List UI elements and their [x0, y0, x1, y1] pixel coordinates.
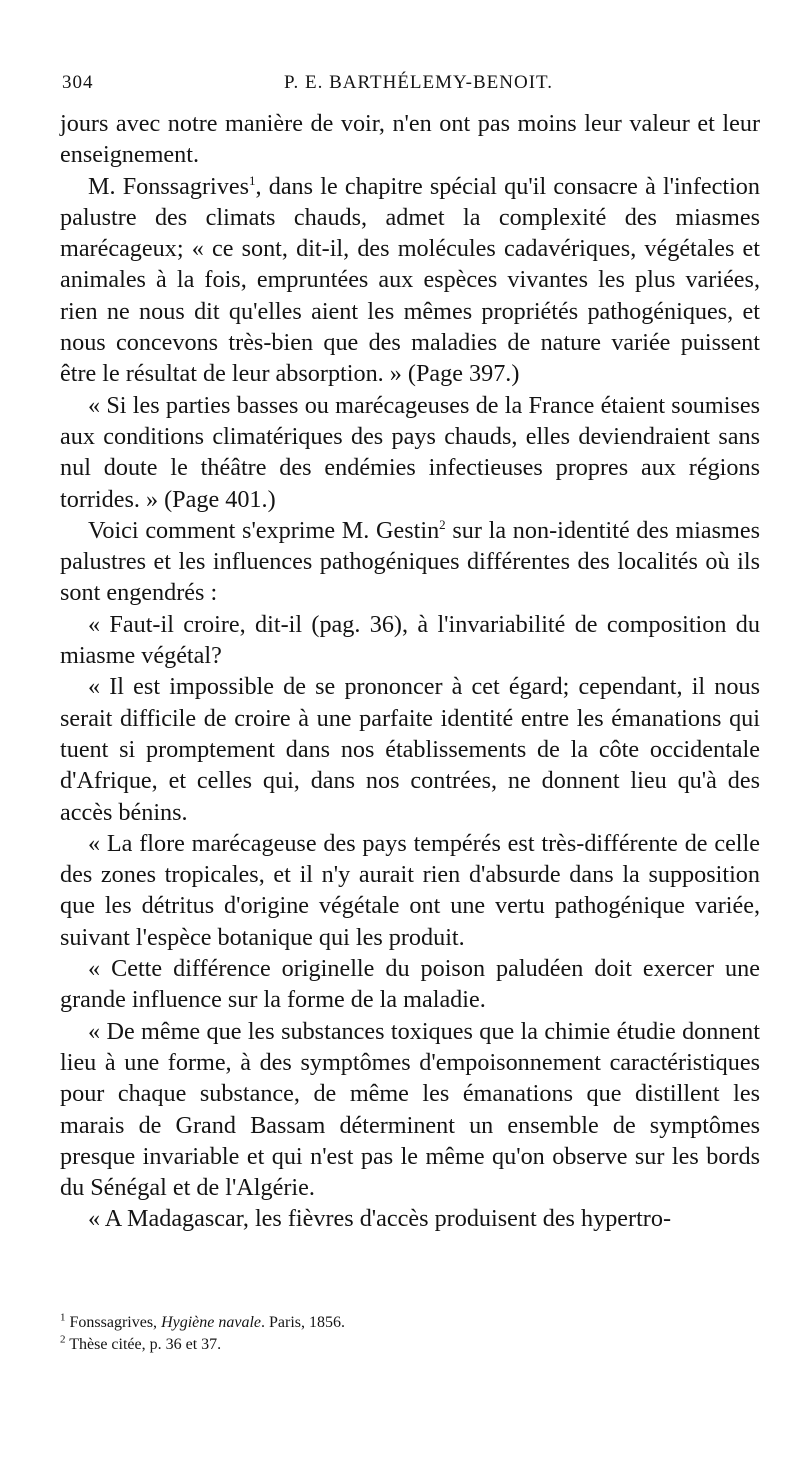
- paragraph-1-text: jours avec notre manière de voir, n'en ont pas moins leur valeur et leur enseignement.: [60, 110, 760, 169]
- paragraph-5-text: « Faut-il croire, dit-il (pag. 36), à l'invariabilité de composition du miasme végétal?: [60, 610, 760, 670]
- paragraph-6: [60, 671, 760, 827]
- paragraph-10: [60, 1203, 760, 1234]
- paragraph-10-text: « A Madagascar, les fièvres d'accès produisent des hypertro-: [88, 1205, 672, 1233]
- footnote-1-mark: 1: [60, 1311, 66, 1324]
- footnote-1-details: . Paris, 1856.: [261, 1314, 346, 1331]
- paragraph-2-text-b: , dans le chapitre spécial qu'il consacre à l'infection palustre des climats chauds, admet la complexité des miasmes marécageux; « ce sont, dit-il, des molécules cadavériques, végétales et animales à la fois, empruntées aux espèces vivantes les plus variées, rien ne nous dit qu'elles aient les mêmes propriétés pathogéniques, et nous concevons très-bien que des maladies de nature variée puissent être le résultat de leur absorption. » (Page 397.): [60, 172, 760, 388]
- paragraph-4-text-b: sur la non-identité des miasmes palustres et les influences pathogéniques différentes des localités où ils sont engendrés :: [60, 516, 760, 607]
- footnote-2-mark: 2: [60, 1333, 66, 1346]
- paragraph-7-text: « La flore marécageuse des pays tempérés est très-différente de celle des zones tropicales, et il n'y aurait rien d'absurde dans la supposition que les détritus d'origine végétale ont une vertu pathogénique variée, suivant l'espèce botanique qui les produit.: [60, 829, 760, 951]
- paragraph-9-text: « De même que les substances toxiques que la chimie étudie donnent lieu à une forme, à des symptômes d'empoisonnement caractéristiques pour chaque substance, de même les émanations que distillent les marais de Grand Bassam déterminent un ensemble de symptômes presque invariable et qui n'est pas le même qu'on observe sur les bords du Sénégal et de l'Algérie.: [60, 1017, 760, 1202]
- paragraph-3: [60, 390, 760, 515]
- footnote-ref-1: 1: [249, 172, 256, 188]
- paragraph-7: [60, 828, 760, 953]
- paragraph-6-text: « Il est impossible de se prononcer à cet égard; cependant, il nous serait difficile de croire à une parfaite identité entre les émanations qui tuent si promptement dans nos établissements de la côte occidentale d'Afrique, et celles qui, dans nos contrées, ne donnent lieu qu'à des accès bénins.: [60, 673, 760, 826]
- paragraph-9: [60, 1016, 760, 1204]
- paragraph-5: [60, 609, 760, 672]
- footnote-2-text: Thèse citée, p. 36 et 37.: [69, 1336, 222, 1353]
- paragraph-4: [60, 515, 760, 609]
- running-title: P. E. BARTHÉLEMY-BENOIT.: [284, 72, 553, 93]
- paragraph-2-text-a: M. Fonssagrives: [88, 172, 250, 200]
- footnote-2: [60, 1334, 760, 1356]
- paragraph-4-text-a: Voici comment s'exprime M. Gestin: [88, 516, 440, 544]
- page-number: 304: [62, 72, 94, 93]
- paragraph-2: [60, 171, 760, 390]
- paragraph-8-text: « Cette différence originelle du poison paludéen doit exercer une grande influence sur la forme de la maladie.: [60, 955, 760, 1014]
- paragraph-8: [60, 953, 760, 1016]
- paragraph-1: [60, 108, 760, 171]
- body-text: [60, 108, 760, 1235]
- footnote-1: [60, 1312, 760, 1334]
- footnote-1-title: Hygiène navale: [161, 1314, 262, 1331]
- running-head: [62, 72, 762, 102]
- footnote-1-author: Fonssagrives,: [69, 1314, 162, 1331]
- footnotes: [60, 1312, 760, 1356]
- paragraph-3-text: « Si les parties basses ou marécageuses de la France étaient soumises aux conditions climatériques des pays chauds, elles deviendraient sans nul doute le théâtre des endémies infectieuses propres aux régions torrides. » (Page 401.): [60, 391, 760, 513]
- footnote-ref-2: 2: [439, 516, 446, 532]
